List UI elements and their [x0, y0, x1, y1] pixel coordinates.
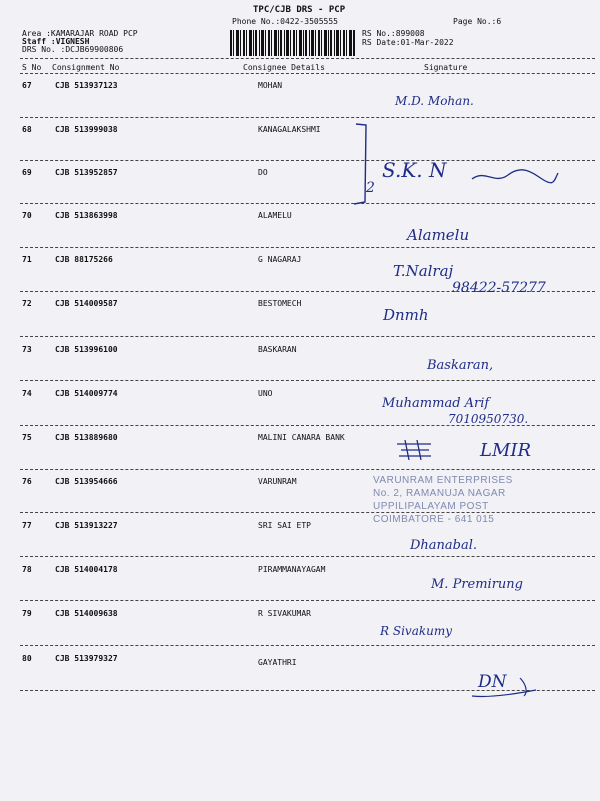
row-sno: 68 — [22, 125, 32, 134]
header-divider — [20, 58, 595, 59]
signature-row-68-69: S.K. N — [382, 158, 447, 182]
signature-mark-69: 2 — [366, 180, 375, 196]
signature-row-70: Alamelu — [407, 226, 470, 244]
page-number: Page No.:6 — [453, 17, 502, 26]
signature-row-77: Dhanabal. — [410, 538, 478, 553]
row-consignment: CJB 514009587 — [55, 299, 118, 308]
drs-number: DRS No. :DCJB69900806 — [22, 45, 124, 54]
row-divider — [20, 247, 595, 248]
col-header-consignment: Consignment No — [52, 63, 120, 72]
row-consignee: BESTOMECH — [258, 299, 302, 308]
row-consignee: DO — [258, 168, 268, 177]
rs-number: RS No.:899008 — [362, 29, 425, 38]
sheet-title: TPC/CJB DRS - PCP — [253, 5, 346, 15]
row-consignee: MALINI CANARA BANK — [258, 433, 345, 442]
stamp-line-1: VARUNRAM ENTERPRISES — [373, 475, 513, 486]
signature-row-75: LMIR — [480, 440, 532, 461]
col-header-signature: Signature — [424, 63, 468, 72]
stamp-line-3: UPPILIPALAYAM POST — [373, 501, 489, 512]
row-consignee: UNO — [258, 389, 273, 398]
stamp-line-4: COIMBATORE - 641 015 — [373, 514, 495, 525]
row-sno: 75 — [22, 433, 32, 442]
row-consignee: KANAGALAKSHMI — [258, 125, 321, 134]
row-divider — [20, 600, 595, 601]
signature-row-78: M. Premirung — [431, 577, 523, 592]
row-consignment: CJB 88175266 — [55, 255, 113, 264]
row-consignment: CJB 514004178 — [55, 565, 118, 574]
row-consignment: CJB 514009638 — [55, 609, 118, 618]
signature-flourish — [470, 165, 560, 187]
row-consignee: VARUNRAM — [258, 477, 297, 486]
row-sno: 79 — [22, 609, 32, 618]
row-consignment: CJB 513913227 — [55, 521, 118, 530]
row-consignee: GAYATHRI — [258, 658, 297, 667]
signature-row-74-phone: 7010950730. — [448, 412, 529, 426]
signature-row-73: Baskaran, — [427, 358, 494, 373]
rs-date: RS Date:01-Mar-2022 — [362, 38, 454, 47]
stamp-line-2: No. 2, RAMANUJA NAGAR — [373, 488, 506, 499]
row-sno: 76 — [22, 477, 32, 486]
signature-scribble-75 — [395, 438, 435, 464]
col-header-sno: S No — [22, 63, 42, 72]
signature-row-80: DN — [478, 672, 507, 692]
row-divider — [20, 203, 595, 204]
col-header-consignee: Consignee Details — [243, 63, 325, 72]
row-consignment: CJB 514009774 — [55, 389, 118, 398]
row-consignment: CJB 513979327 — [55, 654, 118, 663]
row-sno: 70 — [22, 211, 32, 220]
barcode — [230, 30, 355, 56]
row-consignment: CJB 513889680 — [55, 433, 118, 442]
signature-row-71: T.Nalraj — [393, 262, 454, 280]
row-sno: 77 — [22, 521, 32, 530]
signature-row-72: Dnmh — [383, 306, 429, 324]
row-sno: 74 — [22, 389, 32, 398]
row-consignee: SRI SAI ETP — [258, 521, 311, 530]
row-consignment: CJB 513996100 — [55, 345, 118, 354]
row-consignee: R SIVAKUMAR — [258, 609, 311, 618]
row-consignment: CJB 513952857 — [55, 168, 118, 177]
row-sno: 73 — [22, 345, 32, 354]
row-divider — [20, 336, 595, 337]
signature-row-79: R Sivakumy — [380, 624, 452, 638]
row-divider — [20, 645, 595, 646]
column-header-divider — [20, 73, 595, 74]
row-consignment: CJB 513999038 — [55, 125, 118, 134]
row-consignee: ALAMELU — [258, 211, 292, 220]
row-consignment: CJB 513937123 — [55, 81, 118, 90]
row-divider — [20, 380, 595, 381]
signature-underline-80 — [470, 670, 540, 700]
row-divider — [20, 556, 595, 557]
signature-row-71-phone: 98422-57277 — [452, 280, 546, 296]
bracket-mark — [350, 122, 380, 207]
row-divider — [20, 512, 595, 513]
staff-label: Staff :VIGNESH — [22, 37, 90, 46]
row-sno: 67 — [22, 81, 32, 90]
area-label: Area :KAMARAJAR ROAD PCP — [22, 29, 138, 38]
signature-row-74: Muhammad Arif — [382, 396, 490, 411]
row-sno: 80 — [22, 654, 32, 663]
row-consignment: CJB 513954666 — [55, 477, 118, 486]
row-sno: 69 — [22, 168, 32, 177]
row-consignment: CJB 513863998 — [55, 211, 118, 220]
signature-row-67: M.D. Mohan. — [395, 94, 474, 108]
row-divider — [20, 117, 595, 118]
row-divider — [20, 469, 595, 470]
row-sno: 72 — [22, 299, 32, 308]
row-sno: 71 — [22, 255, 32, 264]
row-consignee: PIRAMMANAYAGAM — [258, 565, 326, 574]
row-consignee: MOHAN — [258, 81, 283, 90]
row-divider — [20, 160, 595, 161]
phone-number: Phone No.:0422-3505555 — [232, 17, 338, 26]
row-consignee: G NAGARAJ — [258, 255, 302, 264]
row-sno: 78 — [22, 565, 32, 574]
row-consignee: BASKARAN — [258, 345, 297, 354]
